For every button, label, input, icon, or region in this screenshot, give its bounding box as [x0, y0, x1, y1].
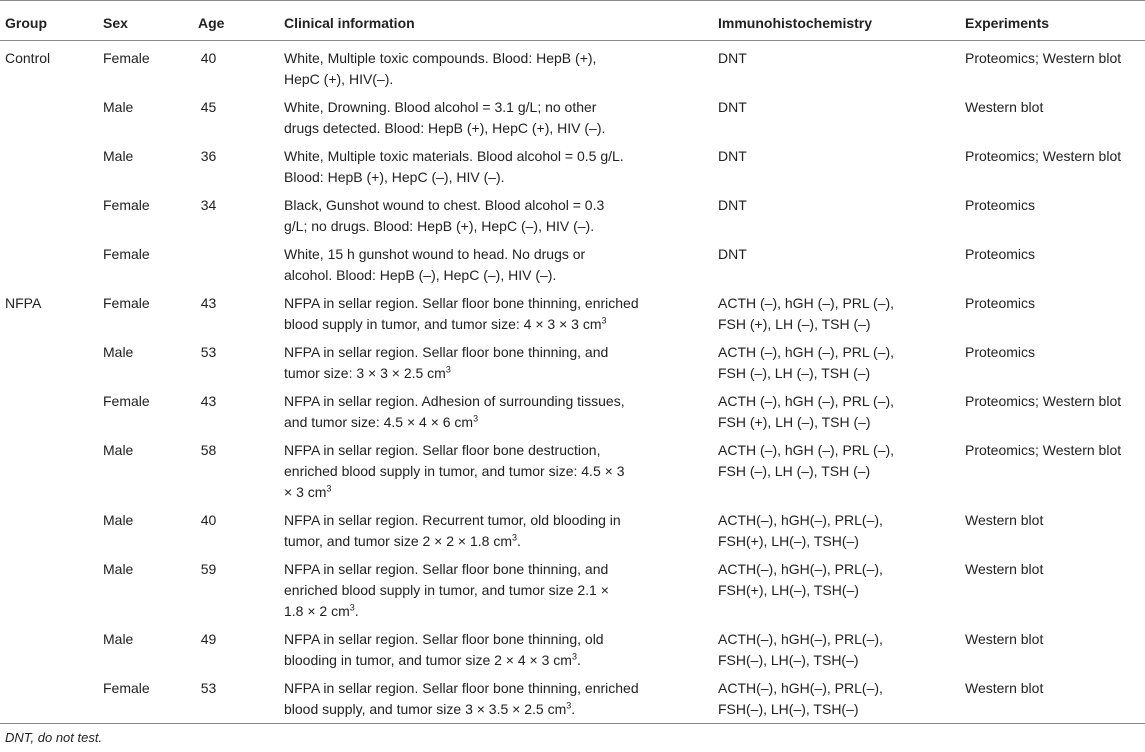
cell-immunohistochemistry: [718, 286, 965, 335]
clinical-line-text: NFPA in sellar region. Sellar floor bone thinning, and: [284, 344, 609, 360]
cell-immunohistochemistry: [718, 335, 965, 384]
table-row: [0, 237, 1145, 286]
cell-experiments: Proteomics: [965, 344, 1036, 360]
header-immunohistochemistry: Immunohistochemistry: [718, 1, 965, 41]
clinical-line-text: NFPA in sellar region. Sellar floor bone destruction,: [284, 442, 601, 458]
cell-sex: Female: [103, 246, 150, 262]
clinical-line-text: NFPA in sellar region. Sellar floor bone thinning, old: [284, 631, 604, 647]
header-group: Group: [0, 1, 103, 41]
table-row: [0, 671, 1145, 723]
cell-immunohistochemistry: [718, 237, 965, 286]
superscript-exponent: 3: [601, 315, 607, 326]
clinical-line: [284, 265, 718, 286]
age-value: 49: [200, 631, 217, 647]
cell-clinical-information: [284, 188, 718, 237]
clinical-line: [284, 412, 718, 433]
superscript-exponent: 3: [512, 532, 518, 543]
clinical-line: [284, 167, 718, 188]
cell-group: [0, 671, 103, 723]
cell-clinical-information: [284, 90, 718, 139]
clinical-line: [284, 146, 718, 167]
age-value: 34: [200, 197, 217, 213]
clinical-tail: .: [354, 603, 359, 619]
age-value: 43: [200, 295, 217, 311]
clinical-line: [284, 216, 718, 237]
clinical-tail: .: [571, 701, 576, 717]
age-value: 43: [200, 393, 217, 409]
ihc-line: FSH (–), LH (–), TSH (–): [718, 463, 871, 479]
clinical-line: [284, 314, 718, 335]
clinical-line-text: White, 15 h gunshot wound to head. No drugs or: [284, 246, 586, 262]
cell-age: [198, 552, 284, 622]
cell-group: [0, 552, 103, 622]
cell-age: [198, 237, 284, 286]
cell-sex: Male: [103, 99, 134, 115]
ihc-line: DNT: [718, 148, 747, 164]
clinical-line-text: NFPA in sellar region. Adhesion of surrounding tissues,: [284, 393, 625, 409]
ihc-line: DNT: [718, 50, 747, 66]
superscript-exponent: 3: [445, 364, 451, 375]
clinical-line: [284, 678, 718, 699]
clinical-line-text: enriched blood supply in tumor, and tumor size: 4.5 × 3: [284, 463, 625, 479]
cell-sex: Female: [103, 671, 198, 723]
clinical-line-text: alcohol. Blood: HepB (–), HepC (–), HIV (–).: [284, 267, 557, 283]
clinical-line-text: White, Drowning. Blood alcohol = 3.1 g/L; no other: [284, 99, 597, 115]
clinical-line: [284, 48, 718, 69]
cell-group: [0, 335, 103, 384]
clinical-line-text: × 3 cm: [284, 484, 327, 500]
cell-clinical-information: [284, 237, 718, 286]
table-row: [0, 503, 1145, 552]
cell-age: [198, 384, 284, 433]
ihc-line: FSH (–), LH (–), TSH (–): [718, 365, 871, 381]
cell-age: [198, 139, 284, 188]
cell-experiments: Western blot: [965, 512, 1044, 528]
header-age: Age: [198, 1, 284, 41]
clinical-line-text: NFPA in sellar region. Sellar floor bone thinning, enriched: [284, 680, 639, 696]
clinical-line-text: drugs detected. Blood: HepB (+), HepC (+), HIV (–).: [284, 120, 606, 136]
cell-experiments: Western blot: [965, 671, 1145, 723]
clinical-line-text: blooding in tumor, and tumor size 2 × 4 × 3 cm: [284, 652, 572, 668]
clinical-line: [284, 482, 718, 503]
cell-clinical-information: [284, 552, 718, 622]
cell-sex: Female: [103, 197, 150, 213]
cell-clinical-information: [284, 335, 718, 384]
clinical-line: [284, 363, 718, 384]
ihc-line: FSH(+), LH(–), TSH(–): [718, 582, 859, 598]
clinical-line: [284, 244, 718, 265]
age-value: 36: [200, 148, 217, 164]
cell-immunohistochemistry: [718, 90, 965, 139]
header-row: [0, 1, 1145, 41]
table-row: [0, 139, 1145, 188]
cell-sex: Female: [103, 295, 150, 311]
age-value: 40: [200, 50, 217, 66]
clinical-line: [284, 391, 718, 412]
clinical-tail: .: [576, 652, 581, 668]
cell-immunohistochemistry: [718, 503, 965, 552]
cell-clinical-information: [284, 286, 718, 335]
table-row: [0, 286, 1145, 335]
table-row: [0, 335, 1145, 384]
cell-immunohistochemistry: [718, 433, 965, 503]
clinical-line: [284, 510, 718, 531]
clinical-line-text: HepC (+), HIV(–).: [284, 71, 394, 87]
cell-sex: Male: [103, 561, 134, 577]
table-row: [0, 622, 1145, 671]
clinical-line-text: g/L; no drugs. Blood: HepB (+), HepC (–), HIV (–).: [284, 218, 595, 234]
ihc-line: ACTH(–), hGH(–), PRL(–),: [718, 561, 883, 577]
cell-group: [0, 237, 103, 286]
cell-clinical-information: [284, 433, 718, 503]
age-value: 53: [200, 344, 217, 360]
cell-immunohistochemistry: [718, 384, 965, 433]
clinical-line: [284, 650, 718, 671]
clinical-line: [284, 97, 718, 118]
cell-age: [198, 286, 284, 335]
cell-experiments: Proteomics: [965, 246, 1036, 262]
ihc-line: ACTH (–), hGH (–), PRL (–),: [718, 295, 895, 311]
superscript-exponent: 3: [349, 602, 355, 613]
clinical-line: [284, 601, 718, 622]
ihc-line: FSH (+), LH (–), TSH (–): [718, 414, 871, 430]
clinical-line-text: tumor, and tumor size 2 × 2 × 1.8 cm: [284, 533, 512, 549]
age-value: 58: [200, 442, 217, 458]
cell-group: Control: [5, 50, 51, 66]
cell-immunohistochemistry: [718, 139, 965, 188]
superscript-exponent: 3: [326, 483, 332, 494]
table-row: [0, 188, 1145, 237]
cell-age: [198, 335, 284, 384]
cell-age: [198, 503, 284, 552]
clinical-line: [284, 293, 718, 314]
table-footnote: DNT, do not test.: [5, 730, 103, 745]
header-experiments: Experiments: [965, 1, 1145, 41]
cell-immunohistochemistry: [718, 188, 965, 237]
superscript-exponent: 3: [473, 413, 479, 424]
age-value: 53: [200, 680, 217, 696]
cell-experiments: Proteomics; Western blot: [965, 393, 1122, 409]
cell-age: [198, 622, 284, 671]
clinical-line-text: White, Multiple toxic compounds. Blood: HepB (+),: [284, 50, 597, 66]
ihc-line: DNT: [718, 197, 747, 213]
clinical-tail: .: [517, 533, 521, 549]
ihc-line: ACTH (–), hGH (–), PRL (–),: [718, 393, 895, 409]
clinical-line: [284, 580, 718, 601]
ihc-line: ACTH (–), hGH (–), PRL (–),: [718, 344, 895, 360]
clinical-line-text: enriched blood supply in tumor, and tumor size 2.1 ×: [284, 582, 609, 598]
ihc-line: ACTH (–), hGH (–), PRL (–),: [718, 442, 895, 458]
clinical-line-text: blood supply in tumor, and tumor size: 4 × 3 × 3 cm: [284, 316, 602, 332]
superscript-exponent: 3: [566, 700, 572, 711]
cell-group: NFPA: [5, 295, 42, 311]
cell-experiments: Proteomics; Western blot: [965, 148, 1122, 164]
header-sex: Sex: [103, 1, 198, 41]
table-row: [0, 433, 1145, 503]
clinical-line: [284, 699, 718, 720]
age-value: 40: [200, 512, 217, 528]
table-header: [0, 1, 1145, 41]
clinical-line-text: NFPA in sellar region. Recurrent tumor, old blooding in: [284, 512, 621, 528]
cell-experiments: Proteomics: [965, 295, 1036, 311]
cell-group: [0, 503, 103, 552]
cell-sex: Male: [103, 631, 134, 647]
cell-experiments: Proteomics: [965, 197, 1036, 213]
cell-clinical-information: [284, 139, 718, 188]
cell-sex: Female: [103, 50, 150, 66]
ihc-line: FSH(–), LH(–), TSH(–): [718, 652, 859, 668]
cell-group: [0, 433, 103, 503]
cell-clinical-information: [284, 622, 718, 671]
cell-immunohistochemistry: [718, 671, 965, 723]
cell-experiments: Proteomics; Western blot: [965, 50, 1122, 66]
table-row: [0, 384, 1145, 433]
cell-age: [198, 671, 284, 723]
clinical-line: [284, 559, 718, 580]
clinical-line-text: Blood: HepB (+), HepC (–), HIV (–).: [284, 169, 505, 185]
table-row: [0, 552, 1145, 622]
clinical-line: [284, 69, 718, 90]
cell-immunohistochemistry: [718, 552, 965, 622]
cell-clinical-information: [284, 671, 718, 723]
cell-age: [198, 90, 284, 139]
clinical-line: [284, 440, 718, 461]
ihc-line: FSH(–), LH(–), TSH(–): [718, 701, 859, 717]
cell-experiments: Western blot: [965, 561, 1044, 577]
clinical-line: [284, 118, 718, 139]
clinical-line: [284, 461, 718, 482]
cell-group: [0, 622, 103, 671]
clinical-line-text: tumor size: 3 × 3 × 2.5 cm: [284, 365, 446, 381]
cell-group: [0, 188, 103, 237]
cell-age: [198, 41, 284, 91]
cell-group: [0, 139, 103, 188]
clinical-line: [284, 195, 718, 216]
clinical-line-text: NFPA in sellar region. Sellar floor bone thinning, enriched: [284, 295, 639, 311]
cell-clinical-information: [284, 503, 718, 552]
cell-age: [198, 433, 284, 503]
clinical-line-text: NFPA in sellar region. Sellar floor bone thinning, and: [284, 561, 609, 577]
header-clinical-information: Clinical information: [284, 1, 718, 41]
table-body: [0, 41, 1145, 724]
clinical-line-text: blood supply, and tumor size 3 × 3.5 × 2.5 cm: [284, 701, 567, 717]
cell-sex: Male: [103, 344, 134, 360]
clinical-line-text: and tumor size: 4.5 × 4 × 6 cm: [284, 414, 474, 430]
ihc-line: ACTH(–), hGH(–), PRL(–),: [718, 631, 883, 647]
ihc-line: ACTH(–), hGH(–), PRL(–),: [718, 512, 883, 528]
cell-group: [0, 90, 103, 139]
age-value: 59: [200, 561, 217, 577]
age-value: 45: [200, 99, 217, 115]
ihc-line: DNT: [718, 99, 747, 115]
cell-sex: Female: [103, 393, 150, 409]
cell-age: [198, 188, 284, 237]
clinical-line-text: 1.8 × 2 cm: [284, 603, 350, 619]
clinical-line: [284, 531, 718, 552]
cell-immunohistochemistry: [718, 41, 965, 91]
table-row: [0, 90, 1145, 139]
clinical-line-text: Black, Gunshot wound to chest. Blood alcohol = 0.3: [284, 197, 605, 213]
cell-immunohistochemistry: [718, 622, 965, 671]
cell-sex: Male: [103, 512, 134, 528]
superscript-exponent: 3: [571, 651, 577, 662]
cell-clinical-information: [284, 41, 718, 91]
cell-experiments: Western blot: [965, 99, 1044, 115]
cell-experiments: Proteomics; Western blot: [965, 442, 1122, 458]
cell-experiments: Western blot: [965, 631, 1044, 647]
table-row: [0, 41, 1145, 91]
cell-clinical-information: [284, 384, 718, 433]
ihc-line: FSH(+), LH(–), TSH(–): [718, 533, 859, 549]
ihc-line: DNT: [718, 246, 747, 262]
clinical-line: [284, 629, 718, 650]
cell-group: [0, 384, 103, 433]
clinical-line-text: White, Multiple toxic materials. Blood alcohol = 0.5 g/L.: [284, 148, 624, 164]
clinical-line: [284, 342, 718, 363]
cell-sex: Male: [103, 442, 134, 458]
ihc-line: ACTH(–), hGH(–), PRL(–),: [718, 680, 883, 696]
ihc-line: FSH (+), LH (–), TSH (–): [718, 316, 871, 332]
cell-sex: Male: [103, 148, 134, 164]
